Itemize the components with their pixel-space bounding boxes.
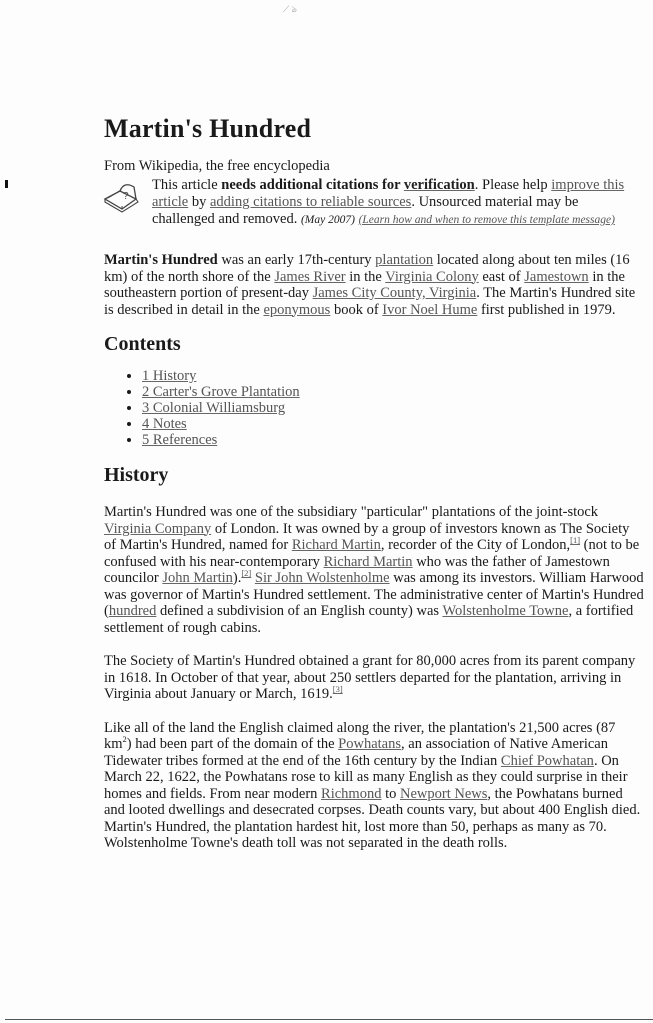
text: book of	[330, 301, 383, 318]
text: (not to be confused with his near-contemporary	[104, 537, 640, 570]
text: ) had been part of the domain of the	[126, 736, 339, 752]
newport-news-link[interactable]: Newport News	[400, 785, 488, 802]
history-paragraph-1	[104, 504, 644, 636]
toc-item	[142, 384, 644, 400]
toc-link-references[interactable]: 5 References	[142, 432, 218, 448]
richard-martin-link[interactable]: Richard Martin	[291, 537, 381, 553]
learn-remove-link[interactable]: (Learn how and when to remove this template message)	[358, 214, 615, 226]
text: . The Martin's Hundred site is described in detail in the	[104, 285, 636, 318]
toc-item	[142, 400, 644, 416]
plantation-link[interactable]: plantation	[375, 252, 434, 268]
citation-notice	[104, 177, 644, 229]
svg-text:?: ?	[123, 191, 129, 202]
reference-1-link[interactable]: [1]	[570, 535, 581, 545]
eponymous-link[interactable]: eponymous	[263, 301, 331, 318]
scan-artifact: ⟋ ঌ	[283, 4, 297, 14]
text: , an association of Native American Tidewater tribes formed at the end of the 16th century by the Indian	[104, 736, 608, 769]
james-river-link[interactable]: James River	[274, 268, 346, 285]
richard-martin-2-link[interactable]: Richard Martin	[323, 553, 413, 570]
text: Like all of the land the English claimed along the river, the plantation's 21,500 acres (87 km	[104, 719, 616, 752]
article-page	[104, 112, 644, 852]
notice-text: This article	[152, 177, 222, 193]
text: , recorder of the City of London,	[380, 537, 571, 553]
text: east of	[478, 268, 525, 285]
text: who was the father of Jamestown councilor	[104, 553, 610, 586]
text: , the Powhatans burned and looted dwellings and desecrated corpses. Death counts vary, but about 400 English died. Martin's Hundred, the plantation hardest hit, lost more than 50, perhaps as many as 70. Wolstenholme Towne's death toll was not separated in the death rolls.	[104, 785, 641, 851]
text: defined a subdivision of an English county) was	[156, 603, 443, 619]
text: Martin's Hundred was one of the subsidiary "particular" plantations of the joint-stock	[104, 504, 599, 520]
john-wolstenholme-link[interactable]: Sir John Wolstenholme	[254, 570, 390, 586]
chief-powhatan-link[interactable]: Chief Powhatan	[500, 752, 594, 769]
scan-edge-mark	[5, 180, 8, 188]
text: , a fortified settlement of rough cabins.	[104, 603, 634, 636]
page-bottom-rule	[5, 1019, 653, 1020]
tagline: From Wikipedia, the free encyclopedia	[104, 158, 330, 174]
superscript: 2	[122, 734, 127, 744]
text: first published in 1979.	[477, 301, 616, 318]
page-title: Martin's Hundred	[104, 114, 312, 143]
notice-bold-text: needs additional citations for	[221, 177, 404, 193]
text: ).	[232, 570, 242, 586]
ivor-noel-hume-link[interactable]: Ivor Noel Hume	[382, 301, 478, 318]
text: in the	[345, 268, 386, 285]
adding-citations-link[interactable]: adding citations to reliable sources	[209, 194, 412, 210]
text: in the southeastern portion of present-day	[104, 268, 625, 301]
text: of London. It was owned by a group of investors known as The Society of Martin's Hundred, named for	[104, 520, 630, 553]
history-paragraph-2	[104, 653, 644, 703]
lead-bold: Martin's Hundred	[104, 252, 218, 268]
text: located along about ten miles (16 km) of the north shore of the	[104, 252, 630, 285]
notice-text: . Please help	[474, 177, 552, 193]
jamestown-link[interactable]: Jamestown	[524, 268, 589, 285]
text: to	[381, 785, 400, 802]
john-martin-link[interactable]: John Martin	[162, 570, 233, 586]
notice-date: (May 2007)	[300, 214, 355, 226]
contents-heading: Contents	[104, 333, 181, 355]
text: . On March 22, 1622, the Powhatans rose to kill as many English as they could surprise in their homes and fields. From near modern	[104, 752, 628, 802]
verification-link[interactable]: verification	[403, 177, 475, 193]
table-of-contents	[104, 368, 644, 448]
virginia-company-link[interactable]: Virginia Company	[104, 520, 212, 537]
text: was an early 17th-century	[217, 252, 376, 268]
toc-item	[142, 432, 644, 448]
hundred-link[interactable]: hundred	[108, 603, 157, 619]
reference-2-link[interactable]: [2]	[241, 568, 252, 578]
toc-link-carters-grove[interactable]: 2 Carter's Grove Plantation	[142, 384, 300, 400]
toc-link-colonial-williamsburg[interactable]: 3 Colonial Williamsburg	[142, 400, 286, 416]
reference-3-link[interactable]: [3]	[332, 684, 343, 694]
improve-link[interactable]: improve this article	[152, 177, 625, 210]
text: was among its investors. William Harwood was governor of Martin's Hundred settlement. The administrative center of Martin's Hundred (	[104, 570, 644, 619]
history-paragraph-3	[104, 720, 644, 852]
toc-item	[142, 416, 644, 432]
virginia-colony-link[interactable]: Virginia Colony	[385, 268, 479, 285]
wolstenholme-towne-link[interactable]: Wolstenholme Towne	[442, 603, 569, 619]
notice-text: . Unsourced material may be challenged and removed.	[152, 194, 579, 227]
powhatans-link[interactable]: Powhatans	[338, 736, 402, 752]
history-heading: History	[104, 464, 169, 486]
toc-item	[142, 368, 644, 384]
lead-paragraph	[104, 252, 644, 318]
toc-link-notes[interactable]: 4 Notes	[142, 416, 187, 432]
richmond-link[interactable]: Richmond	[321, 785, 382, 802]
text: The Society of Martin's Hundred obtained a grant for 80,000 acres from its parent company in 1618. In October of that year, about 250 settlers departed for the plantation, arriving in Virginia about January or March, 1619.	[104, 653, 636, 702]
notice-text: by	[188, 194, 210, 210]
toc-link-history[interactable]: 1 History	[142, 368, 197, 384]
book-question-icon	[102, 179, 144, 213]
james-city-county-link[interactable]: James City County, Virginia	[312, 285, 477, 301]
